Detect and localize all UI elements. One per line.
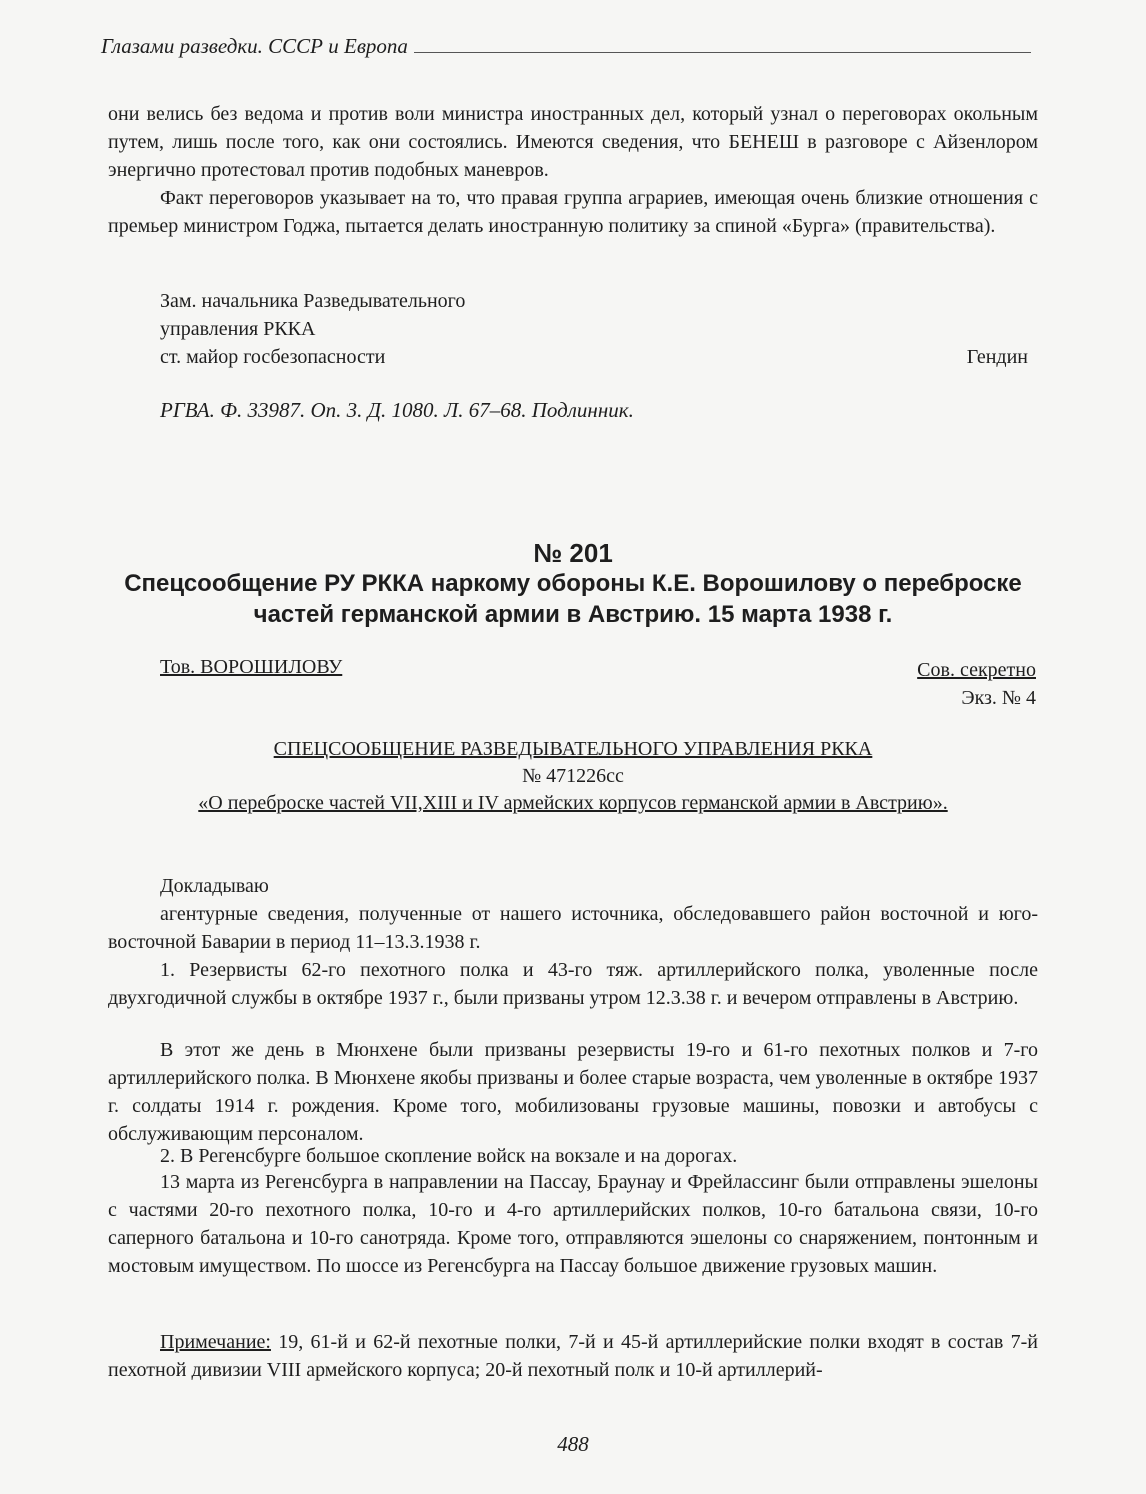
report-item-1-continuation: В этот же день в Мюнхене были призваны резервисты 19-го и 61-го пехотных полков и 7-го артиллерийского полка. В Мюнхене якобы призваны и более старые возраста, чем уволенные в октябре 1937 г. солдаты 1914 г. рождения. Кроме того, мобилизованы грузовые машины, повозки и автобусы с обслуживающим персоналом. [108, 1039, 1038, 1145]
document-number: № 201 [533, 538, 613, 568]
document-title: Спецсообщение РУ РККА наркому обороны К.Е. Ворошилову о переброске частей германской армии в Австрию. 15 марта 1938 г. [124, 570, 1022, 628]
classification-label: Сов. секретно [917, 659, 1036, 681]
report-item-2-continuation: 13 марта из Регенсбурга в направлении на Пассау, Браунау и Фрейлассинг были отправлены эшелоны с частями 20-го пехотного полка, 10-го и 4-го артиллерийских полков, 10-го батальона связи, 10-го саперного батальона и 10-го санотряда. Кроме того, отправляются эшелоны со снаряжением, понтонным и мостовым имуществом. По шоссе из Регенсбурга на Пассау большое движение грузовых машин. [108, 1171, 1038, 1277]
addressee: Тов. ВОРОШИЛОВУ [160, 656, 343, 678]
classification-block [917, 656, 1036, 712]
report-item-1: 1. Резервисты 62-го пехотного полка и 43-го тяж. артиллерийского полка, уволенные после двухгодичной службы в октябре 1937 г., были призваны утром 12.3.38 г. и вечером отправлены в Австрию. [108, 959, 1038, 1009]
archive-reference: РГВА. Ф. 33987. Оп. 3. Д. 1080. Л. 67–68. Подлинник. [160, 398, 634, 422]
signature-position-line-2: управления РККА [160, 318, 316, 340]
page-number: 488 [557, 1432, 589, 1456]
report-subject: «О переброске частей VII,XIII и IV армейских корпусов германской армии в Австрию». [198, 792, 948, 814]
running-head [101, 34, 1031, 59]
intro-paragraph-1: они велись без ведома и против воли министра иностранных дел, который узнал о переговорах окольным путем, лишь после того, как они состоялись. Имеются сведения, что БЕНЕШ в разговоре с Айзенлором энергично протестовал против подобных маневров. [108, 103, 1038, 181]
signature-name: Гендин [966, 346, 1028, 368]
signature-position-line-1: Зам. начальника Разведывательного [160, 290, 466, 312]
report-heading-number: № 471226сс [522, 765, 624, 787]
report-item-2: 2. В Регенсбурге большое скопление войск на вокзале и на дорогах. [160, 1145, 738, 1167]
note-label: Примечание: [160, 1331, 271, 1353]
running-head-title: Глазами разведки. СССР и Европа [101, 34, 408, 58]
report-intro: агентурные сведения, полученные от нашего источника, обследовавшего район восточной и юго-восточной Баварии в период 11–13.3.1938 г. [108, 903, 1038, 953]
running-head-rule [414, 52, 1031, 53]
report-opening: Докладываю [160, 875, 269, 897]
note-text: 19, 61-й и 62-й пехотные полки, 7-й и 45-й артиллерийские полки входят в состав 7-й пехотной дивизии VIII армейского корпуса; 20-й пехотный полк и 10-й артиллерий- [108, 1331, 1038, 1381]
copy-number: Экз. № 4 [961, 687, 1036, 709]
signature-rank: ст. майор госбезопасности [160, 346, 386, 368]
intro-paragraph-2: Факт переговоров указывает на то, что правая группа аграриев, имеющая очень близкие отношения с премьер министром Годжа, пытается делать иностранную политику за спиной «Бурга» (правительства). [108, 187, 1038, 237]
report-note [108, 1328, 1038, 1384]
report-heading: СПЕЦСООБЩЕНИЕ РАЗВЕДЫВАТЕЛЬНОГО УПРАВЛЕНИЯ РККА [273, 738, 873, 760]
